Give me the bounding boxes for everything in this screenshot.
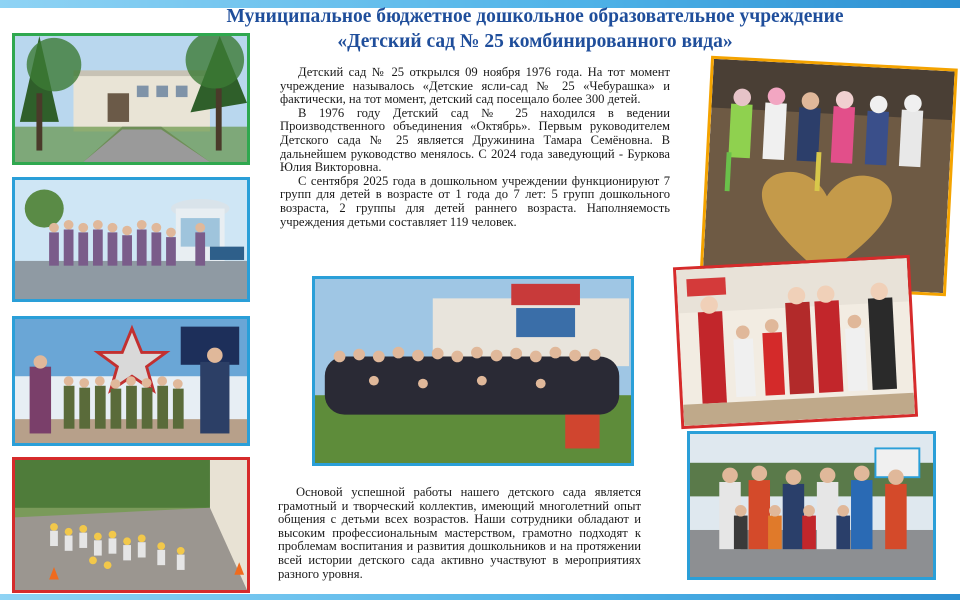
group-at-bus-stop-photo	[12, 177, 250, 302]
staff-text	[278, 486, 641, 581]
crowd-at-building-photo	[312, 276, 634, 466]
intro-paragraph-1: Детский сад № 25 открылся 09 ноября 1976 года. На тот момент учреждение называлось «Детские ясли-сад № 25 «Чебурашка» и фактически, на тот момент, детский сад посещало более 300 детей.	[280, 65, 670, 107]
title-line-2: «Детский сад № 25 комбинированного вида»	[337, 31, 733, 52]
building-photo	[12, 33, 250, 165]
outdoor-relay-photo	[12, 457, 250, 593]
intro-paragraph-2: В 1976 году Детский сад № 25 находился в ведении Производственного объединения «Октябрь». Первым руководителем Детского сада № 25 является Дружинина Тамара Семёновна. В дальнейшем руководство менялось. С 2024 года заведующий - Буркова Юлия Викторовна.	[280, 105, 670, 175]
staff-paragraph: Основой успешной работы нашего детского сада является грамотный и творческий коллектив, имеющий многолетний опыт общения с детьми всех возрастов. Наши сотрудники обладают и высоким профессиональным мастерством, грамотно подходят к проблемам воспитания и развития дошкольников и на протяжении всей истории детского сада активно участвуют в мероприятиях разного уровня.	[278, 485, 641, 581]
bottom-accent-bar	[0, 594, 960, 600]
folk-costume-photo	[673, 255, 918, 429]
title-line-1: Муниципальное бюджетное дошкольное образовательное учреждение	[226, 6, 844, 27]
intro-text	[280, 66, 670, 229]
stadium-group-photo	[687, 431, 936, 580]
victory-day-photo	[12, 316, 250, 446]
intro-paragraph-3: С сентября 2025 года в дошкольном учреждении функционируют 7 групп для детей в возрасте от 1 года до 7 лет: 5 групп дошкольного возраста, 2 группы для детей раннего возраста. Наполняемость учреждения детьми составляет 119 человек.	[280, 173, 670, 229]
